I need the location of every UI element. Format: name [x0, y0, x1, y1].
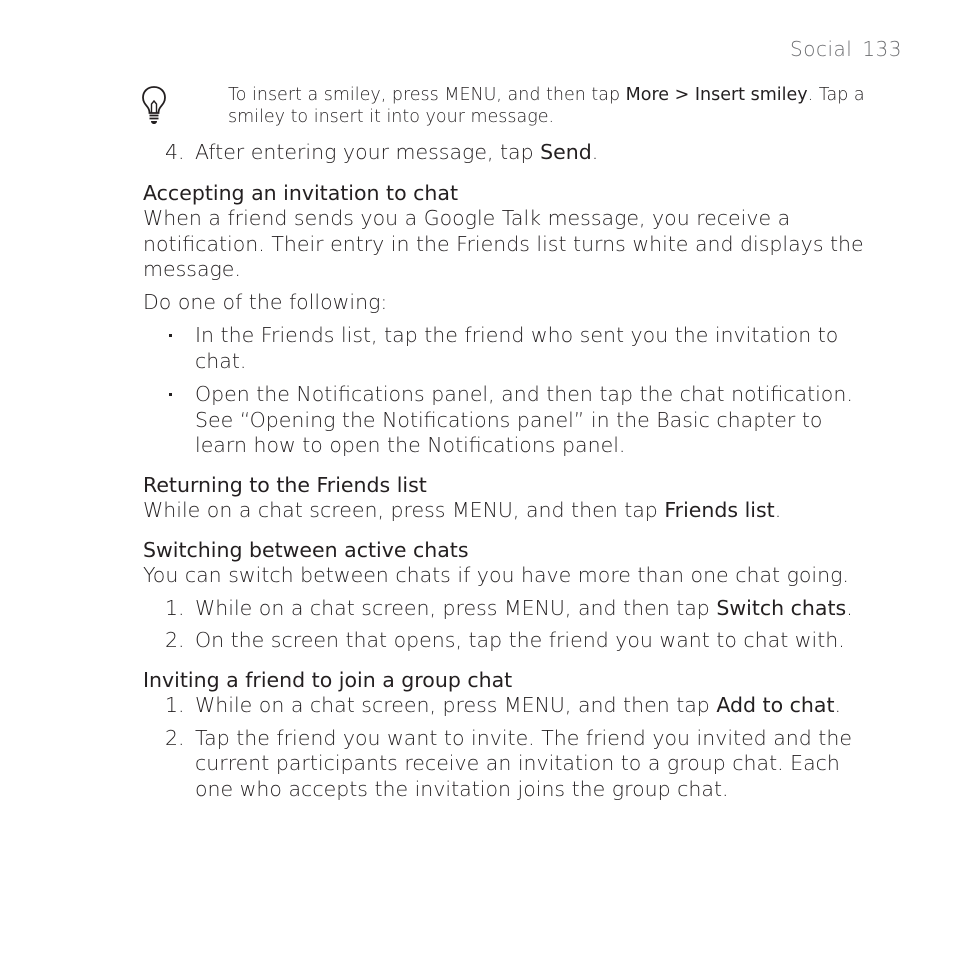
step-text: On the screen that opens, tap the friend you want to chat with. [195, 628, 845, 652]
heading-inviting-group-chat: Inviting a friend to join a group chat [143, 667, 513, 692]
step-number: 1. [165, 595, 185, 620]
switching-step-1 [143, 596, 873, 622]
bullet-text: Open the Notifications panel, and then tap the chat notification. See “Opening the Notifications panel” in the Basic chapter to learn how to open the Notifications panel. [195, 382, 853, 457]
step-emphasis: Send [540, 140, 592, 164]
accepting-intro: Do one of the following: [143, 289, 388, 314]
tip-emphasis: More > Insert smiley [625, 85, 808, 105]
heading-accepting-invitation: Accepting an invitation to chat [143, 180, 459, 205]
section-title: Social [790, 37, 853, 61]
step-text: After entering your message, tap [195, 140, 541, 164]
heading-returning-friends-list: Returning to the Friends list [143, 472, 427, 497]
step-text-end: . [846, 595, 853, 620]
returning-paragraph [143, 498, 873, 524]
step-text-end: . [591, 140, 599, 164]
returning-text: While on a chat screen, press MENU, and then tap [143, 498, 665, 522]
step-number: 4. [165, 140, 185, 164]
page-number: 133 [862, 37, 902, 61]
inviting-step-1 [143, 693, 873, 719]
bullet-marker [169, 393, 172, 396]
step-text-end: . [834, 693, 842, 717]
step-text: Tap the friend you want to invite. The friend you invited and the current participants receive an invitation to a group chat. Each one who accepts the invitation joins the group chat. [195, 725, 852, 801]
step-number: 2. [165, 628, 185, 652]
bullet-item [143, 382, 873, 459]
returning-emphasis: Friends list [664, 498, 775, 522]
bullet-marker [169, 334, 172, 337]
lightbulb-icon [139, 84, 169, 126]
tip-text-start: To insert a smiley, press MENU, and then tap [228, 85, 626, 105]
tip-note [228, 84, 868, 128]
step-number: 1. [165, 693, 185, 717]
step-text: While on a chat screen, press MENU, and then tap [195, 693, 717, 717]
main-content [143, 140, 873, 802]
inviting-step-2 [143, 726, 873, 803]
step-number: 2. [165, 725, 185, 750]
step-4 [143, 140, 873, 166]
switching-paragraph: You can switch between chats if you have more than one chat going. [143, 563, 849, 587]
accepting-paragraph: When a friend sends you a Google Talk message, you receive a notification. Their entry in the Friends list turns white and displays the message. [143, 206, 864, 281]
page-header [790, 37, 902, 61]
switching-step-2 [143, 628, 873, 654]
step-text: While on a chat screen, press MENU, and then tap [195, 595, 717, 620]
step-emphasis: Add to chat [716, 693, 835, 717]
tip-text-end: . Tap a smiley to insert it into your message. [228, 85, 865, 127]
step-emphasis: Switch chats [716, 595, 847, 620]
bullet-item [143, 323, 873, 374]
heading-switching-chats: Switching between active chats [143, 537, 469, 562]
returning-text-end: . [774, 498, 782, 522]
bullet-text: In the Friends list, tap the friend who sent you the invitation to chat. [195, 323, 839, 373]
